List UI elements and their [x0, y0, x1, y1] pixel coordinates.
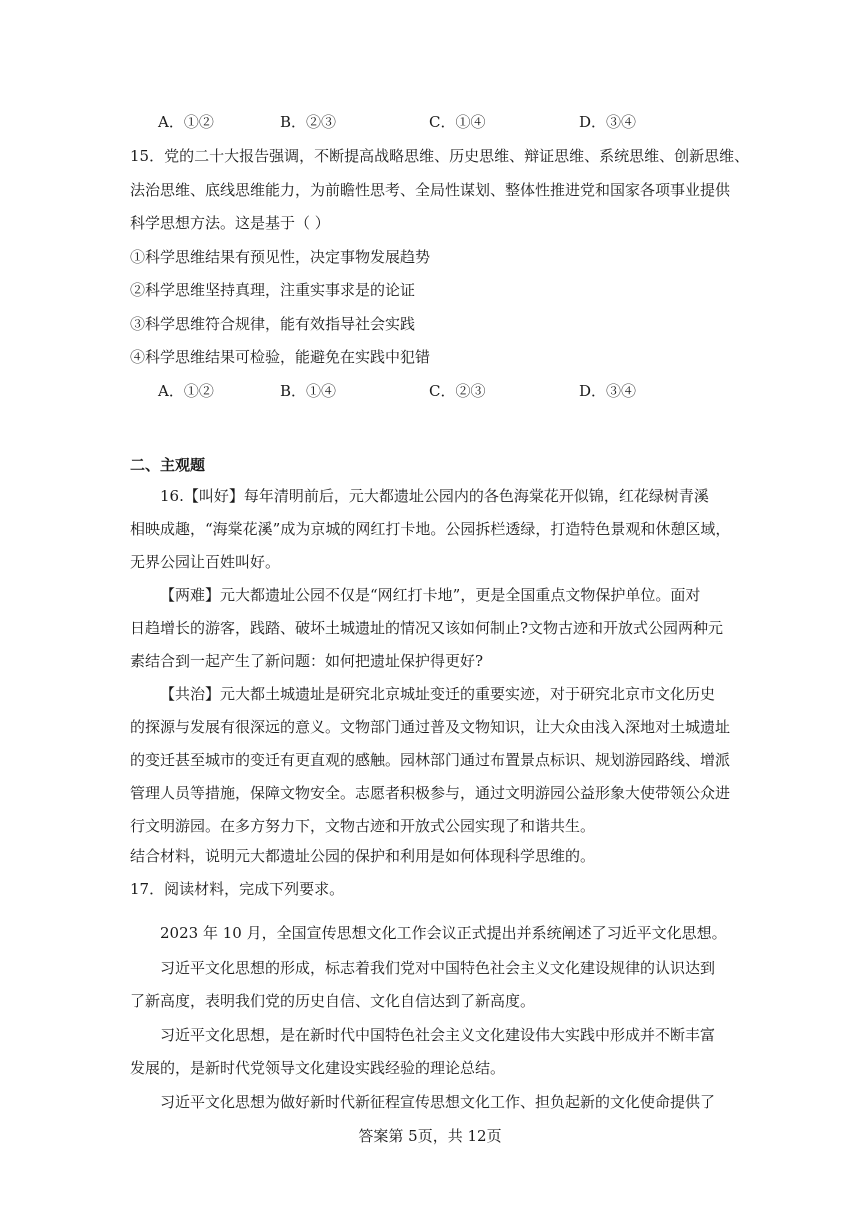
q17-paragraph-line: 2023 年 10 月，全国宣传思想文化工作会议正式提出并系统阐述了习近平文化思想。 — [160, 924, 727, 942]
q15-stem-line: 科学思想方法。这是基于（ ） — [130, 214, 330, 232]
q15-item: ③科学思维符合规律，能有效指导社会实践 — [130, 315, 416, 333]
q15-item: ①科学思维结果有预见性，决定事物发展趋势 — [130, 248, 431, 266]
q15-item: ④科学思维结果可检验，能避免在实践中犯错 — [130, 348, 431, 366]
q17-stem: 17．阅读材料，完成下列要求。 — [130, 880, 345, 898]
q16-paragraph-line: 相映成趣，“海棠花溪”成为京城的网红打卡地。公园拆栏透绿，打造特色景观和休憩区域， — [130, 520, 731, 538]
q17-paragraph-line: 了新高度，表明我们党的历史自信、文化自信达到了新高度。 — [130, 992, 536, 1010]
q16-paragraph-line: 16.【叫好】每年清明前后，元大都遗址公园内的各色海棠花开似锦，红花绿树青溪 — [160, 487, 709, 505]
q15-stem-line: 15．党的二十大报告强调，不断提高战略思维、历史思维、辩证思维、系统思维、创新思维、 — [130, 147, 750, 165]
q14-option-b: B．②③ — [280, 113, 337, 131]
q16-paragraph-line: 【共治】元大都土城遗址是研究北京城址变迁的重要实迹，对于研究北京市文化历史 — [160, 685, 716, 703]
q16-paragraph-line: 行文明游园。在多方努力下，文物古迹和开放式公园实现了和谐共生。 — [130, 817, 596, 835]
q16-paragraph-line: 管理人员等措施，保障文物安全。志愿者积极参与，通过文明游园公益形象大使带领公众进 — [130, 784, 731, 802]
q17-paragraph-line: 习近平文化思想为做好新时代新征程宣传思想文化工作、担负起新的文化使命提供了 — [160, 1093, 716, 1111]
q14-option-c: C．①④ — [429, 113, 486, 131]
q15-item: ②科学思维坚持真理，注重实事求是的论证 — [130, 281, 416, 299]
q16-paragraph-line: 【两难】元大都遗址公园不仅是“网红打卡地”，更是全国重点文物保护单位。面对 — [160, 586, 701, 604]
q14-option-d: D．③④ — [579, 113, 637, 131]
q17-paragraph-line: 习近平文化思想的形成，标志着我们党对中国特色社会主义文化建设规律的认识达到 — [160, 959, 716, 977]
section-title: 二、主观题 — [130, 456, 206, 474]
q17-paragraph-line: 习近平文化思想，是在新时代中国特色社会主义文化建设伟大实践中形成并不断丰富 — [160, 1026, 716, 1044]
q15-option-b: B．①④ — [280, 382, 337, 400]
q15-option-c: C．②③ — [429, 382, 486, 400]
q16-paragraph-line: 日趋增长的游客，践踏、破坏土城遗址的情况又该如何制止?文物古迹和开放式公园两种元 — [130, 619, 724, 637]
q15-option-d: D．③④ — [579, 382, 637, 400]
q15-option-a: A．①② — [158, 382, 214, 400]
q15-stem-line: 法治思维、底线思维能力，为前瞻性思考、全局性谋划、整体性推进党和国家各项事业提供 — [130, 181, 731, 199]
q16-paragraph-line: 素结合到一起产生了新问题：如何把遗址保护得更好? — [130, 652, 484, 670]
q16-paragraph-line: 的变迁甚至城市的变迁有更直观的感触。园林部门通过布置景点标识、规划游园路线、增派 — [130, 751, 731, 769]
q14-option-a: A．①② — [158, 113, 214, 131]
q16-question: 结合材料，说明元大都遗址公园的保护和利用是如何体现科学思维的。 — [130, 847, 596, 865]
q16-paragraph-line: 的探源与发展有很深远的意义。文物部门通过普及文物知识，让大众由浅入深地对土城遗址 — [130, 718, 731, 736]
page-footer: 答案第 5页，共 12页 — [358, 1127, 502, 1145]
q17-paragraph-line: 发展的，是新时代党领导文化建设实践经验的理论总结。 — [130, 1059, 506, 1077]
q16-paragraph-line: 无界公园让百姓叫好。 — [130, 553, 281, 571]
